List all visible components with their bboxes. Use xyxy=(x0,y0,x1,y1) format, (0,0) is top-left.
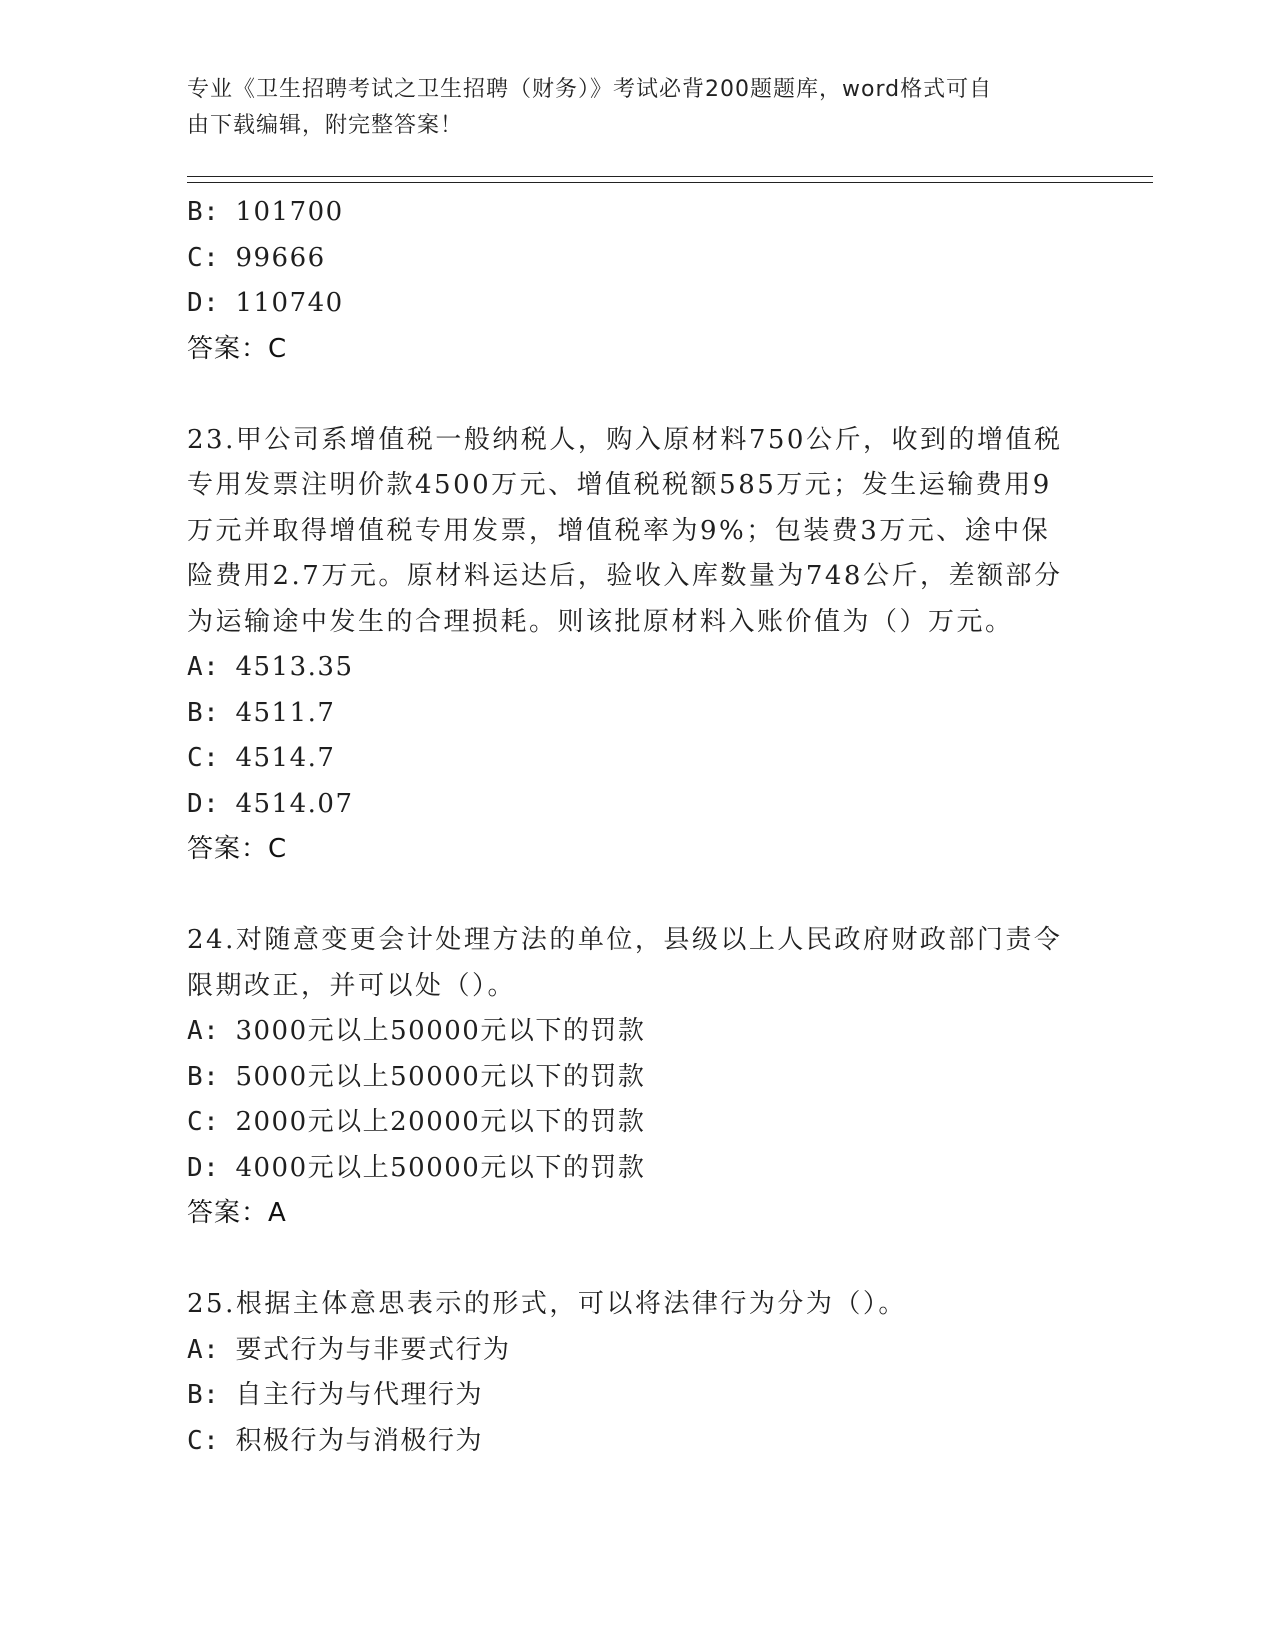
question-list xyxy=(187,190,1087,1464)
option-c: C: 积极行为与消极行为 xyxy=(187,1425,483,1456)
option-c: C: 2000元以上20000元以下的罚款 xyxy=(187,1107,646,1137)
question-text: 23.甲公司系增值税一般纳税人，购入原材料750公斤，收到的增值税专用发票注明价款4500万元、增值税税额585万元；发生运输费用9万元并取得增值税专用发票，增值税率为9%；包装费3万元、途中保险费用2.7万元。原材料运达后，验收入库数量为748公斤，差额部分为运输途中发生的合理损耗。则该批原材料入账价值为（）万元。 xyxy=(187,424,1063,637)
header-title-line-2: 由下载编辑，附完整答案！ xyxy=(187,113,464,138)
document-header xyxy=(187,72,1067,144)
question-22-continuation xyxy=(187,190,1087,372)
question-text: 25.根据主体意思表示的形式，可以将法律行为分为（）。 xyxy=(187,1289,907,1319)
header-divider-bottom xyxy=(187,182,1153,183)
option-c: C: 4514.7 xyxy=(187,743,336,773)
option-a: A: 要式行为与非要式行为 xyxy=(187,1334,511,1365)
spacer xyxy=(187,372,1087,418)
option-d: D: 4514.07 xyxy=(187,788,354,819)
spacer xyxy=(187,1237,1087,1283)
option-d: D: 4000元以上50000元以下的罚款 xyxy=(187,1152,646,1183)
question-25 xyxy=(187,1282,1087,1464)
option-b: B: 4511.7 xyxy=(187,697,336,728)
option-a: A: 3000元以上50000元以下的罚款 xyxy=(187,1016,646,1046)
option-d: D: 110740 xyxy=(187,288,344,318)
option-c: C: 99666 xyxy=(187,242,326,273)
question-text: 24.对随意变更会计处理方法的单位，县级以上人民政府财政部门责令限期改正，并可以处（）。 xyxy=(187,925,1063,1001)
answer-line: 答案：A xyxy=(187,1198,287,1228)
option-a: A: 4513.35 xyxy=(187,652,354,682)
answer-line: 答案：C xyxy=(187,834,288,864)
spacer xyxy=(187,873,1087,919)
option-b: B: 5000元以上50000元以下的罚款 xyxy=(187,1061,646,1092)
question-24 xyxy=(187,918,1087,1237)
answer-line: 答案：C xyxy=(187,333,288,364)
option-b: B: 自主行为与代理行为 xyxy=(187,1380,483,1410)
header-divider-top xyxy=(187,176,1153,177)
option-b: B: 101700 xyxy=(187,197,344,227)
header-title-line-1: 专业《卫生招聘考试之卫生招聘（财务）》考试必背200题题库，word格式可自 xyxy=(187,77,993,102)
question-23 xyxy=(187,418,1087,873)
